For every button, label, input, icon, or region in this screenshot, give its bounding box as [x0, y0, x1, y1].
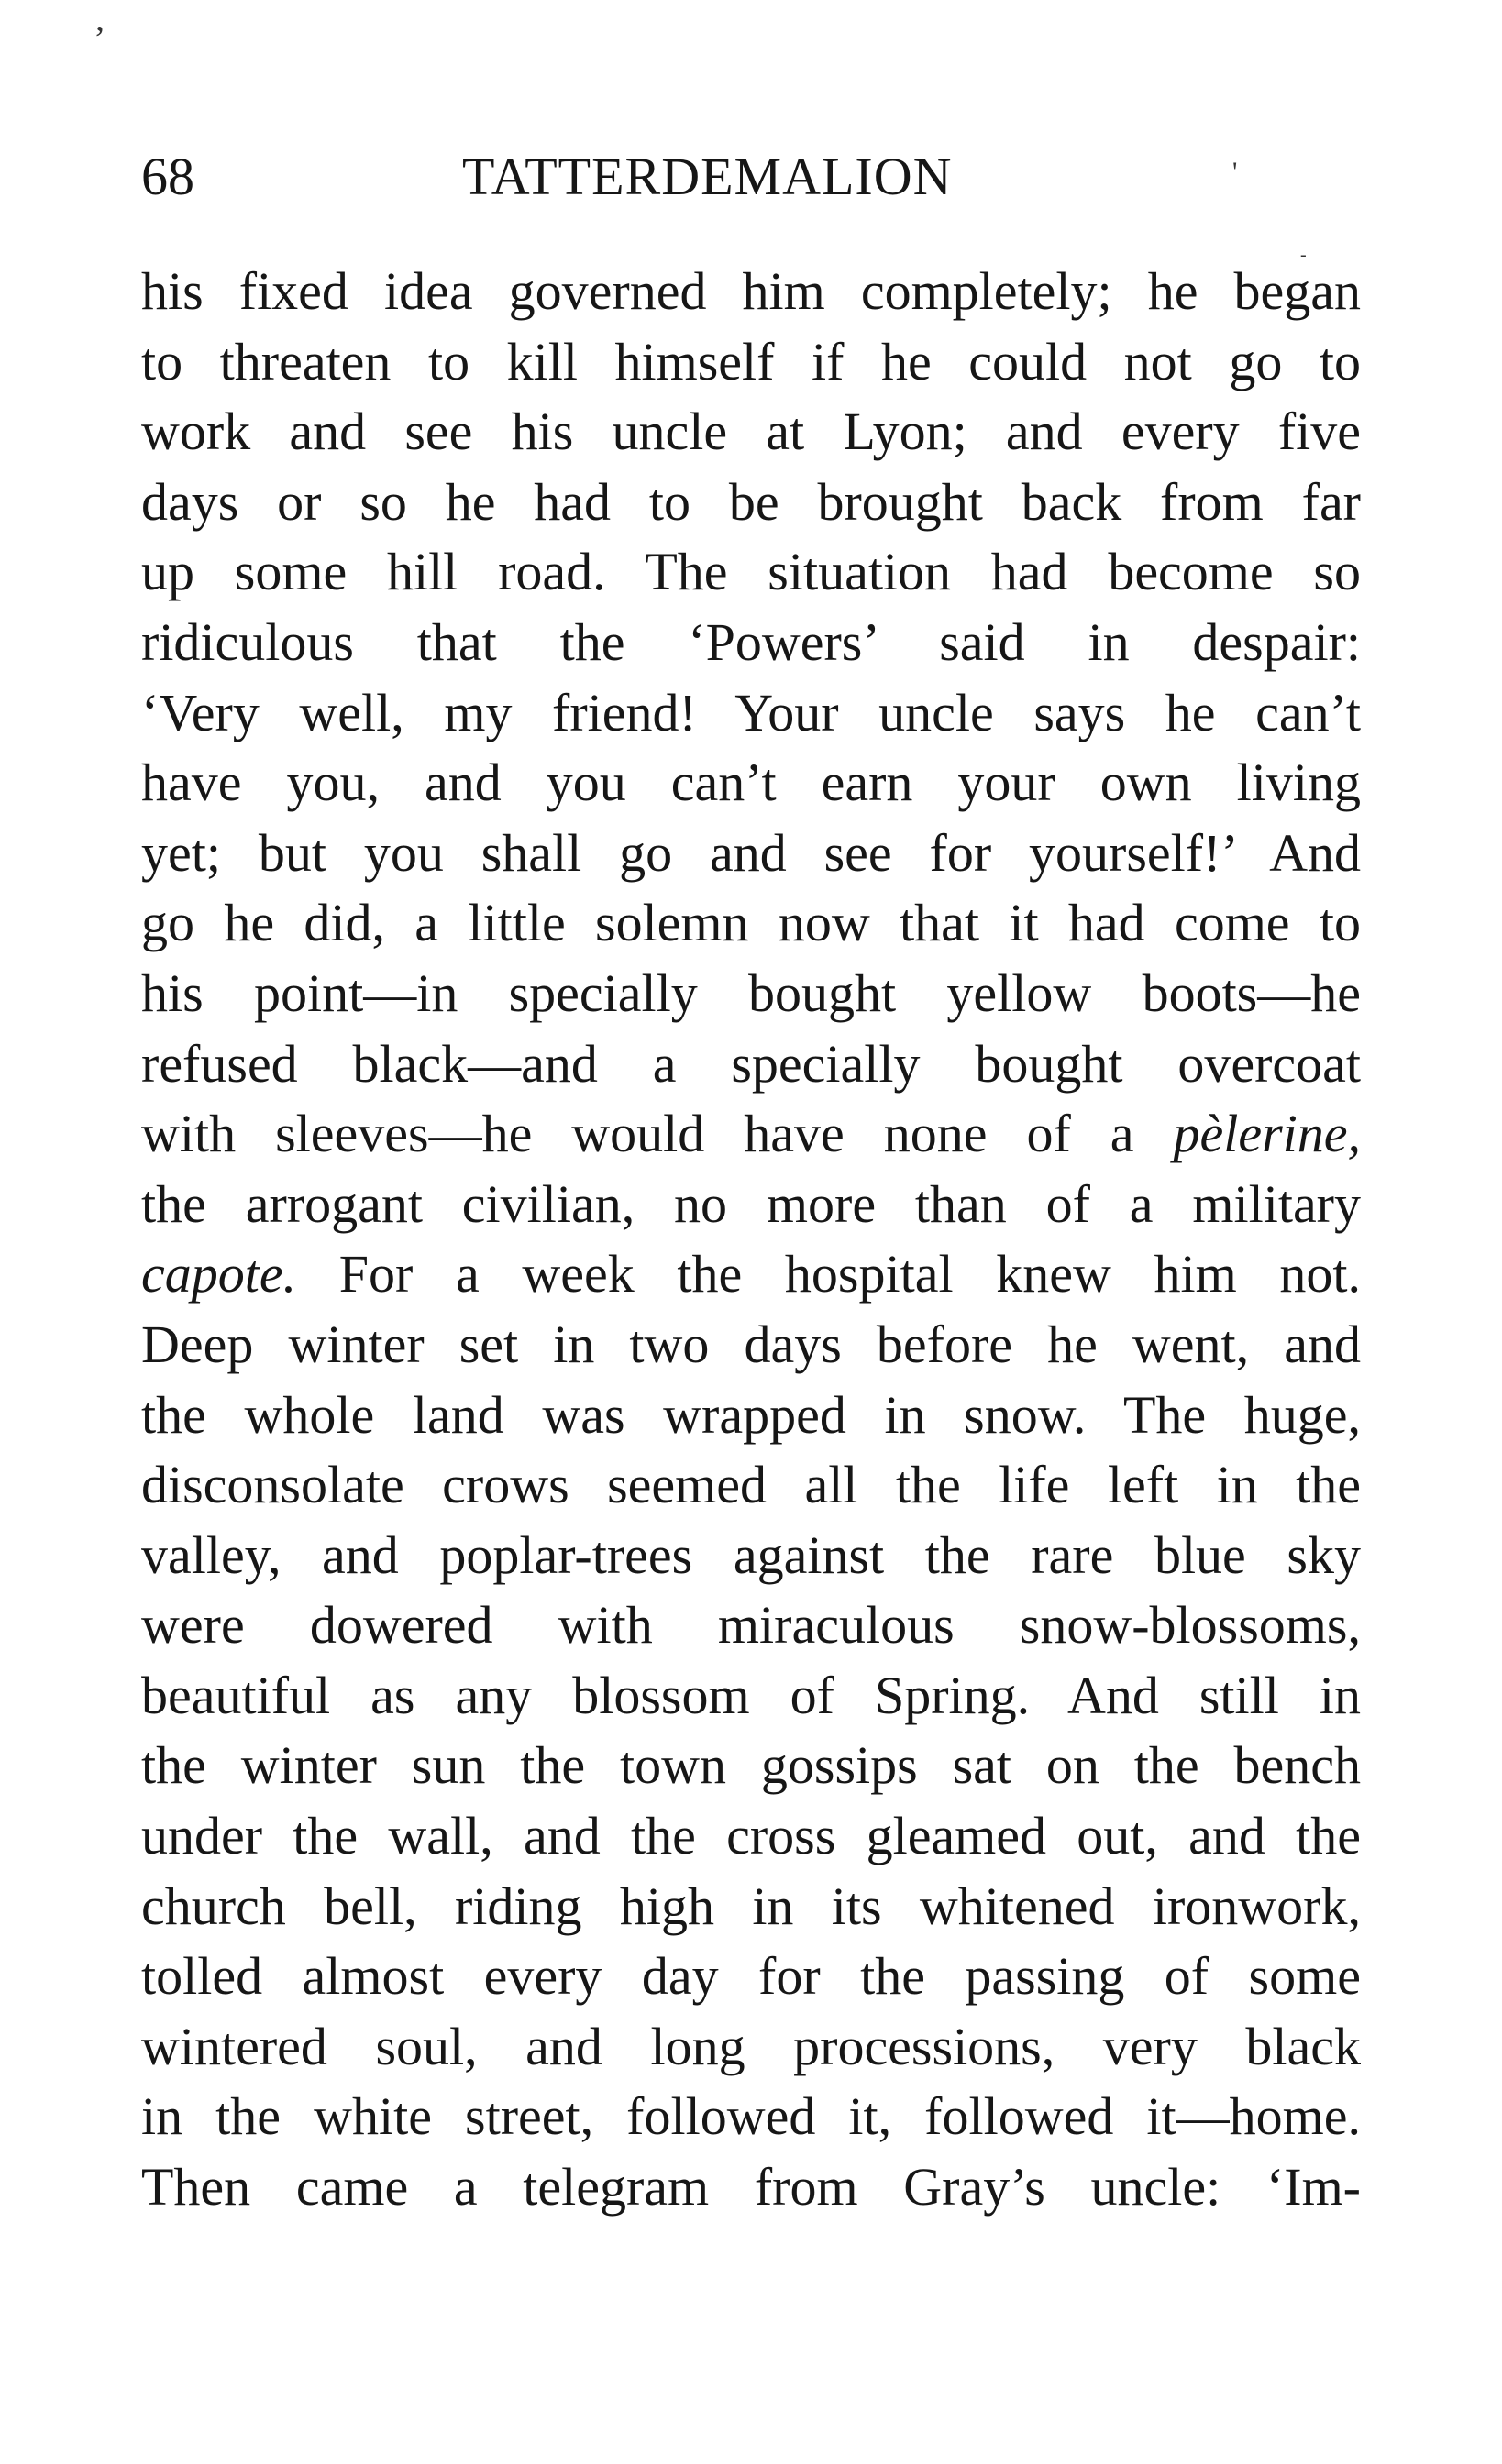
- running-head: [141, 145, 1361, 209]
- text-line: ‘Very well, my friend! Your uncle says he can’t: [141, 682, 1361, 742]
- italic-word: capote.: [141, 1244, 297, 1304]
- text-line: yet; but you shall go and see for yourself!’ And: [141, 822, 1361, 883]
- text-line: his fixed idea governed him completely; he began: [141, 261, 1361, 321]
- text-line: wintered soul, and long processions, very black: [141, 2016, 1361, 2076]
- text-line: days or so he had to be brought back from far: [141, 471, 1361, 532]
- body-text: [141, 257, 1361, 2223]
- text-line: the whole land was wrapped in snow. The huge,: [141, 1384, 1361, 1445]
- text-line: up some hill road. The situation had become so: [141, 542, 1361, 602]
- text-line: work and see his uncle at Lyon; and every five: [141, 402, 1361, 462]
- stray-ink-mark: ': [1232, 157, 1238, 187]
- stray-ink-mark: ,: [95, 0, 105, 38]
- italic-word: pèlerine,: [1173, 1104, 1361, 1164]
- text-line: the winter sun the town gossips sat on the bench: [141, 1735, 1361, 1796]
- text-line: to threaten to kill himself if he could not go to: [141, 331, 1361, 391]
- running-title: TATTERDEMALION: [462, 147, 953, 206]
- text-line: under the wall, and the cross gleamed out, and the: [141, 1806, 1361, 1866]
- text-line: have you, and you can’t earn your own living: [141, 753, 1361, 813]
- text-line: ridiculous that the ‘Powers’ said in despair:: [141, 611, 1361, 672]
- page-number: 68: [141, 147, 194, 206]
- text-line: refused black—and a specially bought overcoat: [141, 1033, 1361, 1094]
- text-line: Then came a telegram from Gray’s uncle: ‘Im-: [141, 2157, 1361, 2217]
- text-line: were dowered with miraculous snow-blossoms,: [141, 1595, 1361, 1656]
- text-line: go he did, a little solemn now that it had come to: [141, 893, 1361, 953]
- text-line: valley, and poplar-trees against the rare blue sky: [141, 1524, 1361, 1585]
- text-line: his point—in specially bought yellow boots—he: [141, 962, 1361, 1023]
- text-line: in the white street, followed it, followed it—home.: [141, 2086, 1361, 2147]
- text-line: capote. For a week the hospital knew him not.: [141, 1244, 1361, 1304]
- text-line: tolled almost every day for the passing of some: [141, 1946, 1361, 2007]
- text-line: disconsolate crows seemed all the life left in the: [141, 1455, 1361, 1515]
- text-line: beautiful as any blossom of Spring. And still in: [141, 1665, 1361, 1725]
- stray-ink-mark: -: [1300, 245, 1307, 265]
- text-line: with sleeves—he would have none of a pèlerine,: [141, 1104, 1361, 1164]
- text-line: church bell, riding high in its whitened ironwork,: [141, 1876, 1361, 1936]
- text-line: Deep winter set in two days before he went, and: [141, 1314, 1361, 1374]
- text-line: the arrogant civilian, no more than of a military: [141, 1173, 1361, 1234]
